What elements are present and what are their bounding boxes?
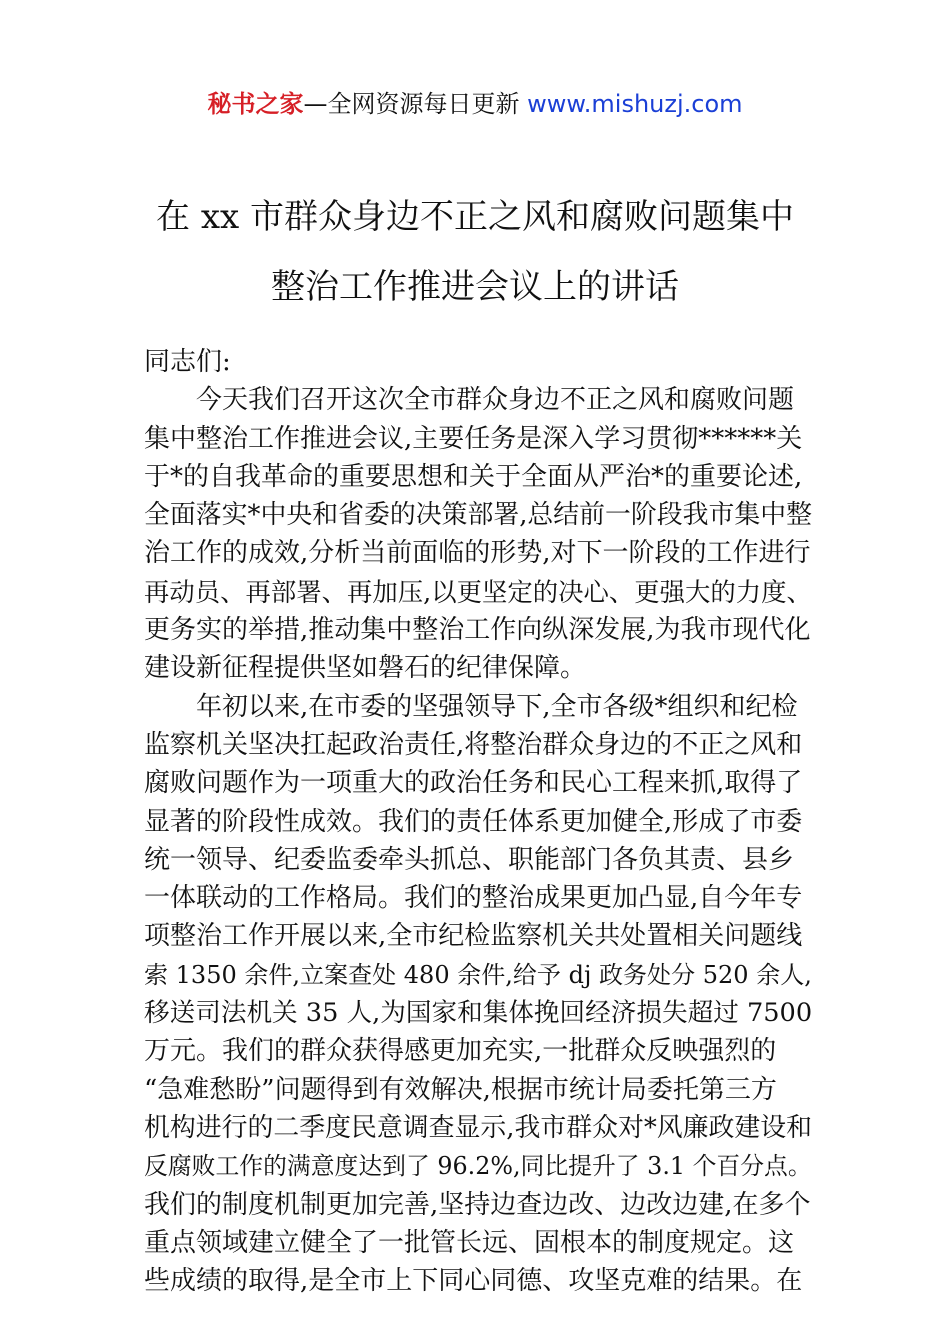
- paragraph-line: 治工作的成效,分析当前面临的形势,对下一阶段的工作进行: [144, 538, 811, 569]
- paragraph-line: 万元。我们的群众获得感更加充实,一批群众反映强烈的: [144, 1036, 777, 1067]
- paragraph-line: 些成绩的取得,是全市上下同心同德、攻坚克难的结果。在: [144, 1266, 803, 1297]
- paragraph-line: 腐败问题作为一项重大的政治任务和民心工程来抓,取得了: [144, 768, 803, 799]
- paragraph-line: 全面落实*中央和省委的决策部署,总结前一阶段我市集中整: [144, 500, 813, 531]
- site-brand: 秘书之家: [207, 90, 304, 118]
- title-line-2: 整治工作推进会议上的讲话: [271, 267, 679, 307]
- paragraph-line: 年初以来,在市委的坚强领导下,全市各级*组织和纪检: [196, 691, 798, 722]
- paragraph-2: [144, 688, 812, 1301]
- paragraph-line: 重点领域建立健全了一批管长远、固根本的制度规定。这: [144, 1227, 795, 1258]
- paragraph-line: 我们的制度机制更加完善,坚持边查边改、边改边建,在多个: [144, 1189, 811, 1220]
- site-tagline: —全网资源每日更新: [303, 90, 528, 118]
- paragraph-line: 集中整治工作推进会议,主要任务是深入学习贯彻******关: [144, 423, 803, 454]
- paragraph-line: 机构进行的二季度民意调查显示,我市群众对*风廉政建设和: [144, 1112, 813, 1143]
- paragraph-line: 于*的自我革命的重要思想和关于全面从严治*的重要论述,: [144, 461, 803, 492]
- paragraph-line: 项整治工作开展以来,全市纪检监察机关共处置相关问题线: [144, 921, 803, 952]
- paragraph-line: “急难愁盼”问题得到有效解决,根据市统计局委托第三方: [144, 1074, 777, 1105]
- paragraph-line: 再动员、再部署、再加压,以更坚定的决心、更强大的力度、: [144, 576, 812, 607]
- paragraph-line: 今天我们召开这次全市群众身边不正之风和腐败问题: [196, 385, 795, 416]
- site-header: [0, 86, 950, 122]
- title-line-1: 在 xx 市群众身边不正之风和腐败问题集中: [156, 197, 794, 237]
- site-url-link[interactable]: www.mishuzj.com: [527, 90, 743, 118]
- salutation: 同志们:: [144, 347, 231, 377]
- paragraph-line: 索 1350 余件,立案查处 480 余件,给予 dj 政务处分 520 余人,: [144, 960, 812, 989]
- paragraph-line: 反腐败工作的满意度达到了 96.2%,同比提升了 3.1 个百分点。: [144, 1152, 812, 1181]
- paragraph-line: 一体联动的工作格局。我们的整治成果更加凸显,自今年专: [144, 883, 803, 914]
- paragraph-line: 统一领导、纪委监委牵头抓总、职能部门各负其责、县乡: [144, 844, 795, 875]
- document-title: [100, 182, 850, 322]
- paragraph-line: 移送司法机关 35 人,为国家和集体挽回经济损失超过 7500: [144, 998, 813, 1029]
- paragraph-line: 监察机关坚决扛起政治责任,将整治群众身边的不正之风和: [144, 729, 803, 760]
- document-body: [144, 343, 812, 1300]
- paragraph-line: 显著的阶段性成效。我们的责任体系更加健全,形成了市委: [144, 806, 803, 837]
- paragraph-1: [144, 381, 812, 687]
- paragraph-line: 建设新征程提供坚如磐石的纪律保障。: [144, 653, 587, 684]
- paragraph-line: 更务实的举措,推动集中整治工作向纵深发展,为我市现代化: [144, 615, 811, 646]
